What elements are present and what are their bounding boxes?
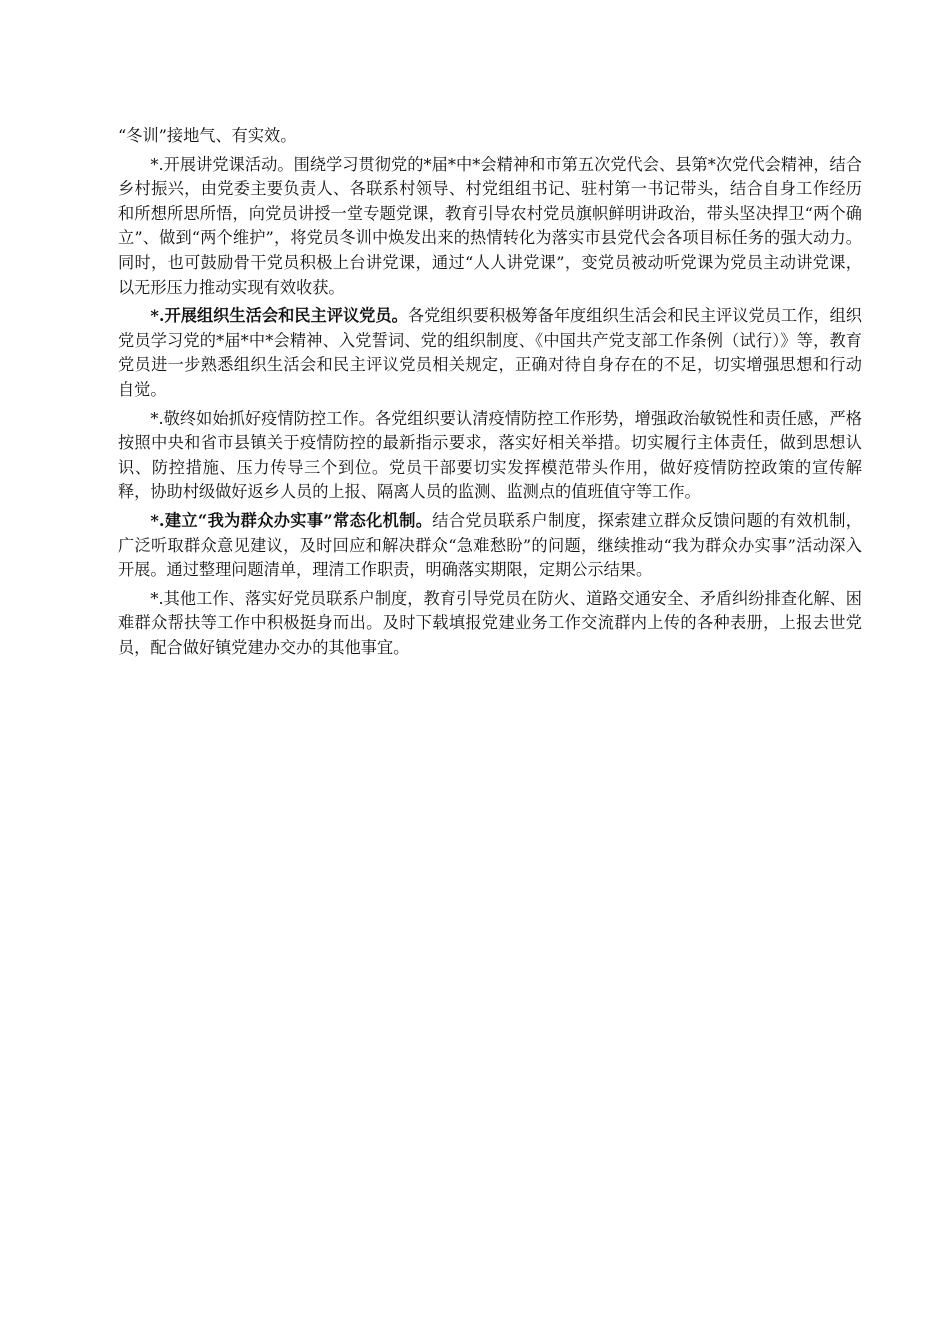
- paragraph-lead-heading: *.开展组织生活会和民主评议党员。: [150, 306, 408, 326]
- paragraph-text: 各党组织要积极筹备年度组织生活会和民主评议党员工作，组织党员学习党的*届*中*会精神、入党誓词、党的组织制度、《中国共产党支部工作条例（试行）》等，教育党员进一步熟悉组织生活会和民主评议党员相关规定，正确对待自身存在的不足，切实增强思想和行动自觉。: [118, 306, 862, 399]
- paragraph-party-lecture: [118, 153, 862, 301]
- paragraph-epidemic-control: [118, 407, 862, 505]
- paragraph-practical-service-mechanism: [118, 509, 862, 583]
- paragraph-text: 结合党员联系户制度，探索建立群众反馈问题的有效机制，广泛听取群众意见建议，及时回应和解决群众“急难愁盼”的问题，继续推动“我为群众办实事”活动深入开展。通过整理问题清单，理清工作职责，明确落实期限，定期公示结果。: [118, 510, 862, 580]
- paragraph-lead-heading: *.建立“我为群众办实事”常态化机制。: [150, 510, 433, 530]
- paragraph-winter-training-closing: [118, 124, 862, 149]
- document-body: [118, 124, 862, 664]
- paragraph-organization-life-meeting: [118, 304, 862, 402]
- paragraph-text: *.开展讲党课活动。围绕学习贯彻党的*届*中*会精神和市第五次党代会、县第*次党代会精神，结合乡村振兴，由党委主要负责人、各联系村领导、村党组组书记、驻村第一书记带头，结合自身工作经历和所想所思所悟，向党员讲授一堂专题党课，教育引导农村党员旗帜鲜明讲政治，带头坚决捍卫“两个确立”、做到“两个维护”，将党员冬训中焕发出来的热情转化为落实市县党代会各项目标任务的强大动力。同时，也可鼓励骨干党员积极上台讲党课，通过“人人讲党课”，变党员被动听党课为党员主动讲党课，以无形压力推动实现有效收获。: [118, 154, 862, 297]
- paragraph-text: “冬训”接地气、有实效。: [118, 126, 297, 145]
- paragraph-text: *.敬终如始抓好疫情防控工作。各党组织要认清疫情防控工作形势，增强政治敏锐性和责任感，严格按照中央和省市县镇关于疫情防控的最新指示要求，落实好相关举措。切实履行主体责任，做到思想认识、防控措施、压力传导三个到位。党员干部要切实发挥模范带头作用，做好疫情防控政策的宣传解释，协助村级做好返乡人员的上报、隔离人员的监测、监测点的值班值守等工作。: [118, 408, 862, 502]
- paragraph-other-work: [118, 587, 862, 661]
- paragraph-text: *.其他工作、落实好党员联系户制度，教育引导党员在防火、道路交通安全、矛盾纠纷排查化解、困难群众帮扶等工作中积极挺身而出。及时下载填报党建业务工作交流群内上传的各种表册，上报去世党员，配合做好镇党建办交办的其他事宜。: [118, 588, 862, 657]
